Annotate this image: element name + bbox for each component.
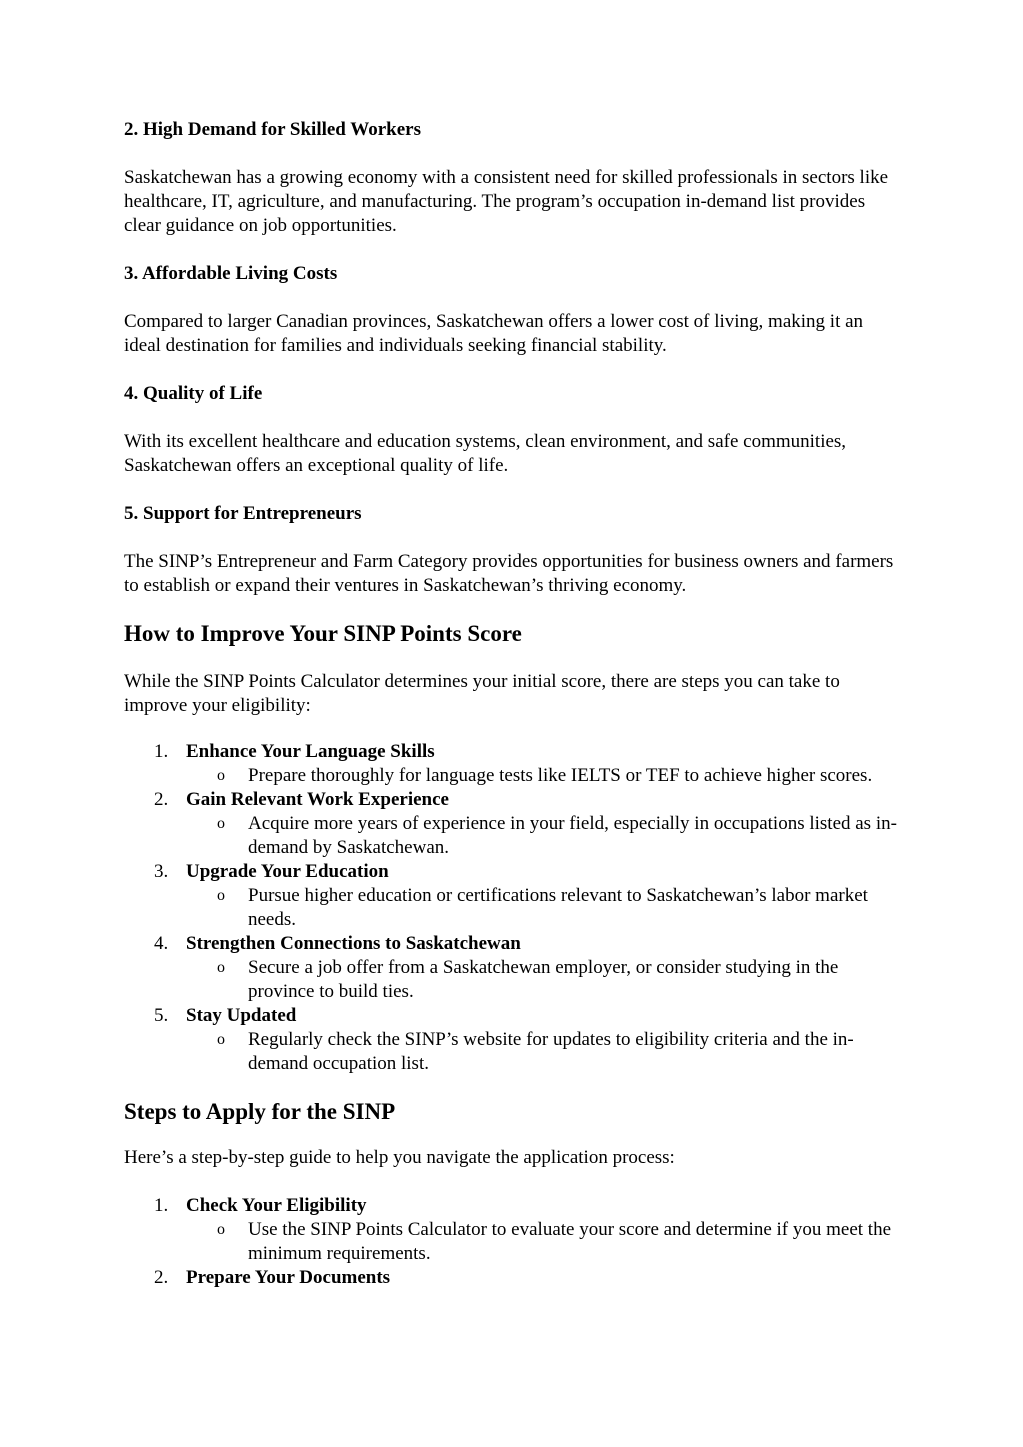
heading-improve-score: How to Improve Your SINP Points Score [124, 621, 522, 646]
sub-list [186, 764, 904, 788]
apply-intro: Here’s a step-by-step guide to help you navigate the application process: [124, 1147, 675, 1168]
section-body-living-costs: Compared to larger Canadian provinces, Saskatchewan offers a lower cost of living, making it an ideal destination for families and individuals seeking financial stability. [124, 311, 864, 356]
sub-list-item [186, 884, 904, 932]
list-item [124, 788, 904, 860]
improve-steps-list [124, 740, 904, 1076]
section-heading-skilled-workers: 2. High Demand for Skilled Workers [124, 119, 421, 140]
list-number: 1. [154, 1195, 169, 1216]
list-number: 5. [154, 1005, 169, 1026]
bullet-icon: o [217, 959, 225, 976]
sub-list-item [186, 1028, 904, 1076]
sub-list-text: Prepare thoroughly for language tests like IELTS or TEF to achieve higher scores. [248, 765, 873, 786]
list-item [124, 1004, 904, 1076]
section-body-skilled-workers: Saskatchewan has a growing economy with a consistent need for skilled professionals in sectors like healthcare, IT, agriculture, and manufacturing. The program’s occupation in-demand list provides clear guidance on job opportunities. [124, 167, 889, 236]
sub-list [186, 1028, 904, 1076]
list-item [124, 740, 904, 788]
bullet-icon: o [217, 1031, 225, 1048]
list-item-title: Enhance Your Language Skills [186, 741, 435, 762]
list-number: 2. [154, 1267, 169, 1288]
section-body-entrepreneurs: The SINP’s Entrepreneur and Farm Category provides opportunities for business owners and farmers to establish or expand their ventures in Saskatchewan’s thriving economy. [124, 551, 894, 596]
bullet-icon: o [217, 815, 225, 832]
section-heading-living-costs: 3. Affordable Living Costs [124, 263, 338, 284]
list-item-title: Strengthen Connections to Saskatchewan [186, 933, 521, 954]
improve-intro: While the SINP Points Calculator determines your initial score, there are steps you can take to improve your eligibility: [124, 671, 840, 716]
list-item [124, 860, 904, 932]
bullet-icon: o [217, 767, 225, 784]
list-item-title: Gain Relevant Work Experience [186, 789, 449, 810]
list-item-title: Stay Updated [186, 1005, 297, 1026]
sub-list-text: Use the SINP Points Calculator to evaluate your score and determine if you meet the minimum requirements. [248, 1219, 892, 1264]
list-item-title: Upgrade Your Education [186, 861, 389, 882]
sub-list [186, 956, 904, 1004]
bullet-icon: o [217, 1221, 225, 1238]
list-number: 2. [154, 789, 169, 810]
sub-list-text: Secure a job offer from a Saskatchewan employer, or consider studying in the province to build ties. [248, 957, 839, 1002]
sub-list-item [186, 1218, 904, 1266]
list-item [124, 1194, 904, 1266]
sub-list-text: Acquire more years of experience in your field, especially in occupations listed as in-demand by Saskatchewan. [248, 813, 897, 858]
list-number: 4. [154, 933, 169, 954]
list-number: 1. [154, 741, 169, 762]
list-item-title: Check Your Eligibility [186, 1195, 367, 1216]
sub-list [186, 1218, 904, 1266]
section-heading-quality-of-life: 4. Quality of Life [124, 383, 263, 404]
bullet-icon: o [217, 887, 225, 904]
document-page [124, 118, 904, 1290]
sub-list-text: Regularly check the SINP’s website for updates to eligibility criteria and the in-demand occupation list. [248, 1029, 854, 1074]
heading-apply-steps: Steps to Apply for the SINP [124, 1099, 396, 1124]
section-heading-entrepreneurs: 5. Support for Entrepreneurs [124, 503, 362, 524]
list-item-title: Prepare Your Documents [186, 1267, 391, 1288]
sub-list-text: Pursue higher education or certifications relevant to Saskatchewan’s labor market needs. [248, 885, 868, 930]
list-item [124, 1266, 904, 1290]
apply-steps-list [124, 1194, 904, 1290]
sub-list [186, 884, 904, 932]
sub-list [186, 812, 904, 860]
sub-list-item [186, 764, 904, 788]
sub-list-item [186, 812, 904, 860]
list-item [124, 932, 904, 1004]
sub-list-item [186, 956, 904, 1004]
list-number: 3. [154, 861, 169, 882]
section-body-quality-of-life: With its excellent healthcare and education systems, clean environment, and safe communities, Saskatchewan offers an exceptional quality of life. [124, 431, 847, 476]
